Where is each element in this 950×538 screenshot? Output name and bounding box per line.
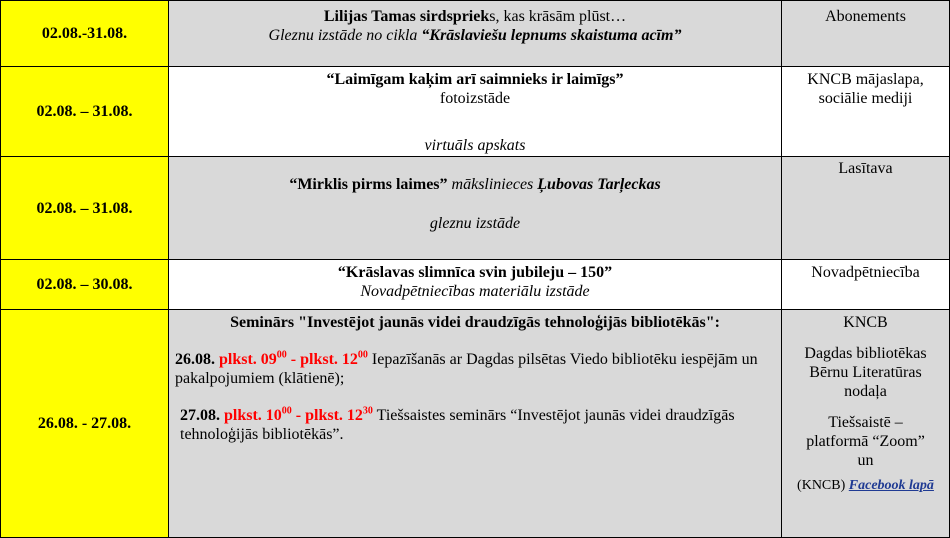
event-description [169,1,782,67]
event-type: Novadpētniecības materiālu izstāde [360,283,590,300]
event-description [169,310,782,538]
table-row [1,260,950,310]
facebook-link[interactable]: Facebook lapā [848,478,934,493]
event-date: 26.08. - 27.08. [1,310,169,538]
seminar-item-2: 27.08. plkst. $10^{00}$ - plkst. $12^{30}$ Tiešsaistes seminārs “Investējot jaunās videi draudzīgās tehnoloģijās bibliotēkās”. [180,405,735,443]
table-row [1,67,950,157]
event-type: gleznu izstāde [429,215,521,232]
event-date: 02.08. – 31.08. [1,67,169,157]
event-title: Seminārs "Investējot jaunās videi draudzīgās tehnoloģijās bibliotēkās": [230,314,720,331]
event-location: KNCB Dagdas bibliotēkas Bērnu Literatūras nodaļa Tiešsaistē – platformā “Zoom” un (KNCB) Facebook lapā [782,310,950,538]
event-title-rest: s, kas krāsām plūst… [489,8,627,25]
event-title-bold: Lilijas Tamas sirdspriek [323,8,490,25]
event-location: Abonements [782,1,950,67]
event-description [169,67,782,157]
event-description [169,157,782,260]
event-title-italic: mākslinieces [447,176,538,193]
event-location: KNCB mājaslapa, sociālie mediji [782,67,950,157]
event-location: Novadpētniecība [782,260,950,310]
event-description [169,260,782,310]
event-artist: Ļubovas Tarļeckas [537,176,661,193]
event-format: virtuāls apskats [424,137,526,154]
table-row [1,157,950,260]
event-location: Lasītava [782,157,950,260]
event-type: fotoizstāde [439,90,511,107]
event-title: “Laimīgam kaķim arī saimnieks ir laimīgs” [326,71,624,88]
event-title-bold: “Mirklis pirms laimes” [289,176,448,193]
table-row [1,1,950,67]
event-date: 02.08. – 31.08. [1,157,169,260]
event-subtitle-bold: “Krāslaviešu lepnums skaistuma acīm” [421,27,682,44]
table-row [1,310,950,538]
event-date: 02.08. – 30.08. [1,260,169,310]
seminar-item-1: 26.08. plkst. $09^{00}$ - plkst. $12^{00}$ Iepazīšanās ar Dagdas pilsētas Viedo bibliotēku iespējām un pakalpojumiem (klātienē); [175,349,758,387]
event-date: 02.08.-31.08. [1,1,169,67]
event-title: “Krāslavas slimnīca svin jubileju – 150” [337,264,613,281]
event-subtitle: Gleznu izstāde no cikla [268,27,422,44]
